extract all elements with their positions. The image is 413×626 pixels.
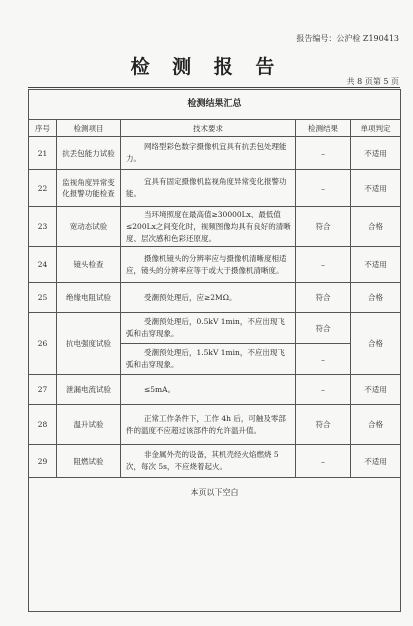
row-item: 抗电强度试验: [57, 313, 121, 375]
row-requirement: 受潮预处理后，应≥2MΩ。: [144, 292, 237, 302]
summary-title: 检测结果汇总: [29, 90, 401, 120]
row-requirement: 非金属外壳的设备，其机壳经火焰燃烧 5次，每次 5s，不应烧着起火。: [126, 450, 279, 471]
row-verdict: 不适用: [351, 137, 401, 170]
row-verdict: 合格: [351, 313, 401, 375]
row-result: –: [296, 137, 351, 170]
row-no: 22: [29, 170, 57, 207]
row-requirement: 宜具有固定摄像机监视角度异常变化报警功能。: [126, 177, 287, 198]
row-item: 温升试验: [57, 405, 121, 445]
blank-below-note: 本页以下空白: [29, 478, 401, 507]
row-no: 29: [29, 445, 57, 478]
row-item: 泄漏电流试验: [57, 375, 121, 405]
row-item: 监视角度异常变化报警功能检查: [57, 170, 121, 207]
table-row: [29, 207, 401, 247]
row-no: 28: [29, 405, 57, 445]
table-row: [29, 445, 401, 478]
row-no: 23: [29, 207, 57, 247]
row-no: 24: [29, 247, 57, 283]
table-row: [29, 137, 401, 170]
column-header-no: 序号: [29, 120, 57, 137]
row-verdict: 不适用: [351, 445, 401, 478]
row-result: –: [296, 170, 351, 207]
row-verdict: 不适用: [351, 170, 401, 207]
row-verdict: 合格: [351, 405, 401, 445]
table-header-row: [29, 120, 401, 137]
row-requirement: 当环境照度在最高值≥30000Lx、最低值≤200Lx之间变化时，视频图像均具有良好的清晰度、层次感和色彩还原度。: [126, 209, 291, 243]
row-requirement: 网络型彩色数字摄像机宜具有抗丢包处理能力。: [126, 142, 287, 163]
row-result: 符合: [296, 283, 351, 313]
table-row: [29, 405, 401, 445]
row-result: –: [296, 445, 351, 478]
report-number: 报告编号：公沪检 Z190413: [296, 34, 399, 43]
row-requirement: 正常工作条件下，工作 4h 后，可触及零部件的温度不应超过该部件的允许温升值。: [126, 413, 286, 435]
column-header-result: 检测结果: [296, 120, 351, 137]
row-no: 25: [29, 283, 57, 313]
column-header-item: 检测项目: [57, 120, 121, 137]
row-verdict: 合格: [351, 207, 401, 247]
row-result: 符合: [296, 405, 351, 445]
row-verdict: 合格: [351, 283, 401, 313]
header-rule: [28, 87, 400, 88]
blank-area: [29, 506, 401, 612]
row-result: –: [296, 375, 351, 405]
row-result: –: [296, 247, 351, 283]
row-item: 宽动态试验: [57, 207, 121, 247]
row-verdict: 不适用: [351, 247, 401, 283]
row-no: 27: [29, 375, 57, 405]
row-no: 21: [29, 137, 57, 170]
table-row: [29, 375, 401, 405]
table-row: [29, 170, 401, 207]
row-item: 镜头检查: [57, 247, 121, 283]
column-header-verdict: 单项判定: [351, 120, 401, 137]
page-indicator: 共 8 页第 5 页: [346, 77, 399, 86]
row-requirement: ≤5mA。: [144, 384, 176, 394]
row-requirement: 摄像机镜头的分辨率应与摄像机清晰度相适应，镜头的分辨率应等于或大于摄像机清晰度。: [126, 253, 287, 275]
row-requirement: 受潮预处理后，1.5kV 1min，不应出现飞弧和击穿现象。: [126, 348, 285, 369]
table-row: [29, 283, 401, 313]
row-item: 绝缘电阻试验: [57, 283, 121, 313]
table-row: [29, 247, 401, 283]
results-summary-table: [28, 89, 401, 612]
row-result: 符合: [296, 207, 351, 247]
row-requirement: 受潮预处理后，0.5kV 1min，不应出现飞弧和击穿现象。: [126, 317, 285, 338]
row-item: 抗丢包能力试验: [57, 137, 121, 170]
row-result: –: [296, 344, 351, 375]
report-title: 检 测 报 告: [130, 56, 283, 78]
table-row: [29, 313, 401, 344]
column-header-requirement: 技术要求: [121, 120, 296, 137]
row-no: 26: [29, 313, 57, 375]
row-item: 阻燃试验: [57, 445, 121, 478]
row-result: 符合: [296, 313, 351, 344]
row-verdict: 不适用: [351, 375, 401, 405]
